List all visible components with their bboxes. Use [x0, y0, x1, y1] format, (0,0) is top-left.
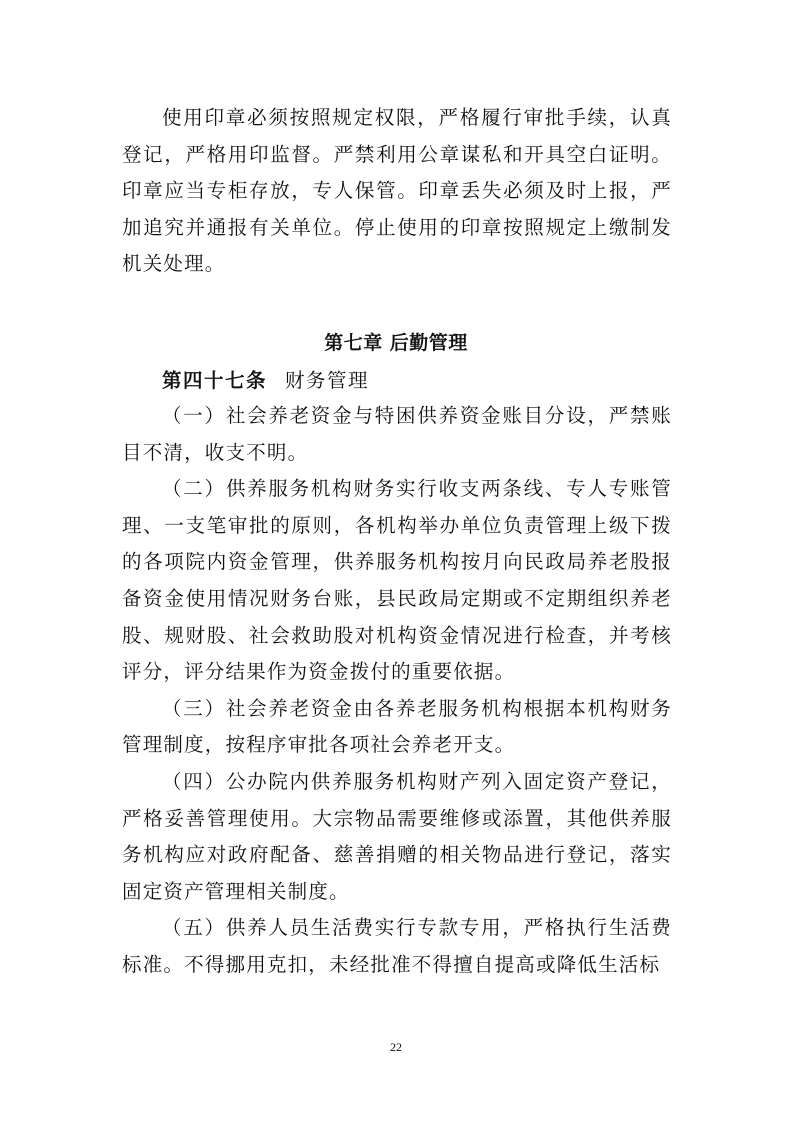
- page-number: 22: [390, 1040, 402, 1054]
- body-text-top: [122, 100, 672, 283]
- clause-list: [122, 398, 672, 984]
- clause-item: （二）供养服务机构财务实行收支两条线、专人专账管理、一支笔审批的原则，各机构举办单位负责管理上级下拨的各项院内资金管理，供养服务机构按月向民政局养老股报备资金使用情况财务台账，县民政局定期或不定期组织养老股、规财股、社会救助股对机构资金情况进行检查，并考核评分，评分结果作为资金拨付的重要依据。: [122, 477, 672, 684]
- article-heading: [162, 366, 369, 396]
- clause-item: （四）公办院内供养服务机构财产列入固定资产登记，严格妥善管理使用。大宗物品需要维修或添置，其他供养服务机构应对政府配备、慈善捐赠的相关物品进行登记，落实固定资产管理相关制度。: [122, 769, 672, 903]
- clause-item: （五）供养人员生活费实行专款专用，严格执行生活费标准。不得挪用克扣，未经批准不得擅自提高或降低生活标: [122, 916, 672, 976]
- clause-item: （一）社会养老资金与特困供养资金账目分设，严禁账目不清，收支不明。: [122, 404, 672, 464]
- chapter-title: 第七章 后勤管理: [324, 332, 468, 354]
- clause-item: （三）社会养老资金由各养老服务机构根据本机构财务管理制度，按程序审批各项社会养老开支。: [122, 696, 672, 757]
- article-number: 第四十七条: [162, 369, 268, 392]
- article-title: 财务管理: [285, 369, 370, 392]
- paragraph-seal-usage: 使用印章必须按照规定权限，严格履行审批手续，认真登记，严格用印监督。严禁利用公章谋私和开具空白证明。印章应当专柜存放，专人保管。印章丢失必须及时上报，严加追究并通报有关单位。停止使用的印章按照规定上缴制发机关处理。: [122, 106, 672, 276]
